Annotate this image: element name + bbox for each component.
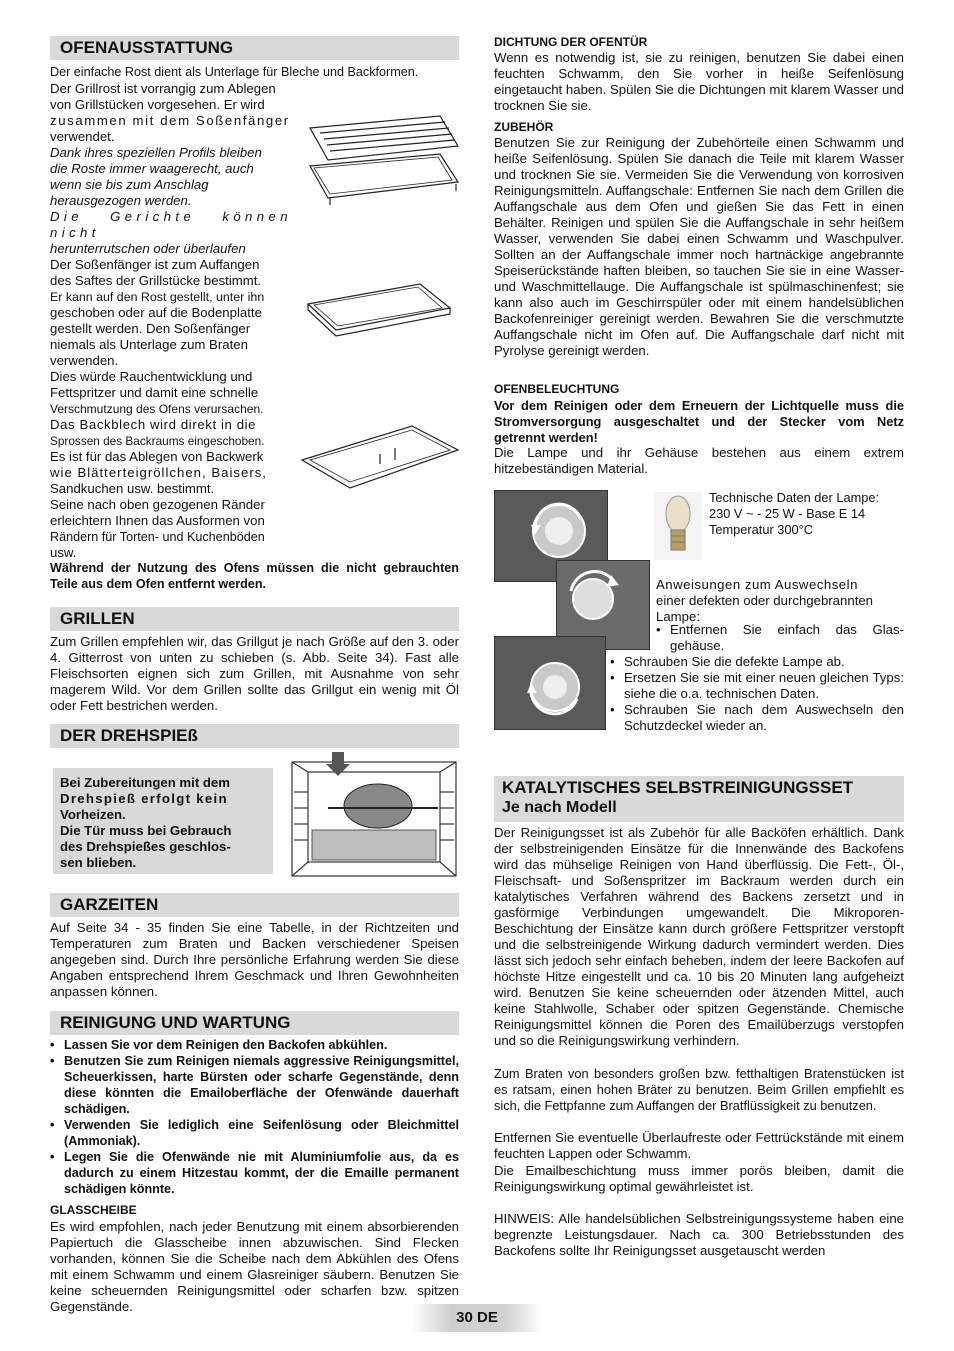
line: Rändern für Torten- und Kuchenböden [50, 530, 265, 544]
bullet-item: • Schrauben Sie nach dem Auswechseln den Schutzdeckel wieder an. [610, 702, 904, 734]
heading-katalytisch-line2: Je nach Modell [502, 799, 617, 816]
heading-dichtung: DICHTUNG DER OFENTÜR [494, 35, 648, 49]
line: verwenden. [50, 353, 119, 368]
katalytisch-text-4: Die Emailbeschichtung muss immer porös bleiben, damit die Reinigungswirkung optimal gewährleistet ist. [494, 1163, 904, 1194]
heading-zubehoer: ZUBEHÖR [494, 120, 554, 134]
beleuchtung-text: Die Lampe und ihr Gehäuse bestehen aus einem extrem hitzebeständigen Material. [494, 445, 904, 476]
line: sen blieben. [60, 855, 137, 870]
anweisung-list [610, 622, 904, 734]
lamp-bulb-image [654, 492, 702, 560]
zubehoer-text: Benutzen Sie zur Reinigung der Zubehörteile einen Schwamm und heiße Seifenlösung. Spülen Sie danach die Teile mit klarem Wasser und trocknen Sie sie. Vermeiden Sie die Verwendung von korrosiven Reinigungsmitteln. Auffangschale: Entfernen Sie nach dem Grillen die Auffangschale aus dem Ofen und gießen Sie das Fett in einen Behälter. Reinigen und spülen Sie die Auffangschale in sehr heißem Wasser, verwenden Sie dabei einen Schwamm und Waschpulver. Sollten an der Auffangschale immer noch hartnäckige angebrannte Speiserückstände haften bleiben, so tauchen Sie sie in eine Wasser- und Waschmittellauge. Die Auffangschale ist spülmaschinenfest; sie kann also auch im Geschirrspüler oder mit einem handelsüblichen Backofenreiniger gereinigt werden. Bewahren Sie die verschmutzte Auffangschale nicht im Ofen auf. Die Auffangschale darf nicht mit Pyrolyse gereinigt werden. [494, 135, 904, 358]
drehspiess-note [60, 775, 263, 871]
line: Der Soßenfänger ist zum Auffangen [50, 257, 260, 272]
line: Sandkuchen usw. bestimmt. [50, 481, 215, 496]
anweisung-intro [656, 577, 904, 625]
lamp-specs [709, 490, 909, 538]
line: geschoben oder auf die Bodenplatte [50, 305, 262, 320]
heading-ofenausstattung: OFENAUSSTATTUNG [50, 36, 459, 60]
italic-line: Dank ihres speziellen Profils bleiben [50, 145, 262, 160]
italic-line: Die Gerichte können nicht [50, 209, 292, 240]
line: erleichtern Ihnen das Ausformen von [50, 513, 265, 528]
line: Anweisungen zum Auswechseln [656, 577, 858, 592]
line: usw. [50, 545, 77, 560]
glas-text: Es wird empfohlen, nach jeder Benutzung mit einem absorbierenden Papiertuch die Glasscheibe innen abzuwischen. Sind Flecken vorhanden, können Sie die Scheibe nach dem Abkühlen des Ofens mit einem Schwamm und einem Glasreiniger säubern. Benutzen Sie keine scheuernden Reinigungsmittel oder scharfen bzw. spitzen Gegenstände. [50, 1219, 459, 1314]
katalytisch-text-2: Zum Braten von besonders großen bzw. fetthaltigen Bratenstücken ist es ratsam, einen hohen Bräter zu benutzen. Beim Grillen empfiehlt es sich, die Fettpfanne zum Auffangen der Bratflüssigkeit zu benutzen. [494, 1066, 904, 1113]
italic-line: herausgezogen werden. [50, 193, 192, 208]
line: Verschmutzung des Ofens verursachen. [50, 402, 264, 416]
accessories-illustration [300, 108, 462, 488]
heading-katalytisch [494, 776, 904, 822]
italic-line: die Roste immer waagerecht, auch [50, 161, 254, 176]
line: zusammen mit dem Soßenfänger [50, 113, 290, 128]
heading-grillen: GRILLEN [50, 607, 459, 631]
line: Seine nach oben gezogenen Ränder [50, 497, 265, 512]
rotisserie-illustration [288, 752, 460, 880]
line: verwendet. [50, 129, 115, 144]
line: Vorheizen. [60, 807, 126, 822]
line: Der Grillrost ist vorrangig zum Ablegen [50, 81, 276, 96]
lamp-photo-3 [494, 636, 606, 730]
line: Drehspieß erfolgt kein [60, 791, 228, 806]
bullet-item: • Legen Sie die Ofenwände nie mit Aluminiumfolie aus, da es dadurch zu einem Hitzestau kommt, der die Emaille permanent schädigen könnte. [50, 1149, 459, 1197]
heading-drehspiess: DER DREHSPIEß [50, 724, 459, 748]
line: Lampe: [656, 609, 700, 624]
line: wie Blätterteigröllchen, Baisers, [50, 465, 267, 480]
heading-glasscheibe: GLASSCHEIBE [50, 1203, 137, 1217]
line: Bei Zubereitungen mit dem [60, 775, 230, 790]
line: von Grillstücken vorgesehen. Er wird [50, 97, 265, 112]
spec-line: Temperatur 300°C [709, 522, 813, 537]
baking-tray-drawing [302, 426, 458, 488]
spec-line: 230 V ~ - 25 W - Base E 14 [709, 506, 866, 521]
line: gestellt werden. Den Soßenfänger [50, 321, 251, 336]
ofen-intro: Der einfache Rost dient als Unterlage für Bleche und Backformen. [50, 65, 419, 79]
line: Das Backblech wird direkt in die [50, 417, 257, 432]
line: Sprossen des Backraums eingeschoben. [50, 434, 265, 448]
heading-ofenbeleuchtung: OFENBELEUCHTUNG [494, 382, 620, 396]
bullet-item: • Lassen Sie vor dem Reinigen den Backofen abkühlen. [50, 1037, 459, 1053]
bullet-item: • Schrauben Sie die defekte Lampe ab. [610, 654, 904, 670]
dichtung-text: Wenn es notwendig ist, sie zu reinigen, benutzen Sie dabei einen feuchten Schwamm, den Sie vorher in heiße Seifenlösung eingetaucht haben. Spülen Sie die Dichtungen mit klarem Wasser und trocknen Sie sie. [494, 50, 904, 113]
line: Es ist für das Ablegen von Backwerk [50, 449, 264, 464]
bullet-item: • Benutzen Sie zum Reinigen niemals aggressive Reinigungsmittel, Scheuerkissen, harte Bürsten oder scharfe Gegenstände, denn diese könnten die Emailoberfläche der Ofenwände dauerhaft schädigen. [50, 1053, 459, 1117]
heading-reinigung: REINIGUNG UND WARTUNG [50, 1011, 459, 1035]
grillen-text: Zum Grillen empfehlen wir, das Grillgut je nach Größe auf den 3. oder 4. Gitterrost von unten zu schieben (s. Abb. Seite 34). Fast alle Fleischsorten eignen sich zum Grillen, mit Ausnahme von sehr magerem Wild. Vor dem Grillen sollte das Grillgut ein wenig mit Öl oder Fett bestrichen werden. [50, 634, 459, 713]
line: Fettspritzer und damit eine schnelle [50, 385, 259, 400]
line: niemals als Unterlage zum Braten [50, 337, 248, 352]
spec-line: Technische Daten der Lampe: [709, 490, 880, 505]
katalytisch-text-3: Entfernen Sie eventuelle Überlaufreste oder Fettrückstände mit einem feuchten Lappen oder Schwamm. [494, 1130, 904, 1161]
bullet-item: • Entfernen Sie einfach das Glas-gehäuse. [656, 622, 904, 654]
rotate-arrow-icon [495, 637, 607, 731]
italic-line: wenn sie bis zum Anschlag [50, 177, 209, 192]
heading-garzeiten: GARZEITEN [50, 893, 459, 917]
line: des Saftes der Grillstücke bestimmt. [50, 273, 262, 288]
katalytisch-text-5: HINWEIS: Alle handelsüblichen Selbstreinigungssysteme haben eine begrenzte Leistungsdauer. Nach ca. 300 Betriebsstunden des Backofens sollte Ihr Reinigungsset ausgetauscht werden [494, 1211, 904, 1258]
line: Die Tür muss bei Gebrauch [60, 823, 232, 838]
reinigung-list [50, 1037, 459, 1197]
line: einer defekten oder durchgebrannten [656, 593, 874, 608]
ofen-bold-note: Während der Nutzung des Ofens müssen die nicht gebrauchten Teile aus dem Ofen entfernt werden. [50, 561, 459, 591]
garzeiten-text: Auf Seite 34 - 35 finden Sie eine Tabelle, in der Richtzeiten und Temperaturen zum Braten und Backen verschiedener Speisen angegeben sind. Durch Ihre persönliche Erfahrung werden Sie diese Angaben entsprechend Ihrem Geschmack und Ihren Gewohnheiten anpassen können. [50, 920, 459, 999]
wire-rack-drawing [310, 116, 458, 205]
heading-katalytisch-line1: KATALYTISCHES SELBSTREINIGUNGSSET [502, 778, 854, 797]
beleuchtung-warning: Vor dem Reinigen oder dem Erneuern der Lichtquelle muss die Stromversorgung ausgeschaltet und der Stecker vom Netz getrennt werden! [494, 398, 904, 445]
page-number: 30 DE [456, 1309, 498, 1326]
katalytisch-text: Der Reinigungsset ist als Zubehör für alle Backöfen erhältlich. Dank der selbstreinigenden Einsätze für die Innenwände des Backofens wird das mühselige Reinigen von Hand überflüssig. Die Fett-, Öl-, Fleischsaft- und Soßenspritzer im Backraum werden durch ein katalytisches Verfahren während des Backens zersetzt und in gasförmige Verbindungen umgewandelt. Die Mikroporen-Beschichtung der Einsätze kann durch größere Fettspritzer verstopft und die selbstreinigende Wirkung dadurch vermindert werden. Dies lässt sich jedoch sehr einfach beheben, indem der leere Backofen auf höchste Hitze eingestellt und ca. 10 bis 20 Minuten lang aufgeheizt wird. Benutzen Sie keine scheuernden oder ätzenden Mittel, auch keine Stahlwolle, Schaber oder spitzen Gegenstände. Chemische Reinigungsmittel können die Poren des Emailüberzugs verstopfen und so die Reinigungswirkung verhindern. [494, 825, 904, 1048]
bullet-item: • Ersetzen Sie sie mit einer neuen gleichen Typs: siehe die o.a. technischen Daten. [610, 670, 904, 702]
drip-pan-drawing [308, 284, 450, 336]
line: des Drehspießes geschlos- [60, 839, 231, 854]
italic-line: herunterrutschen oder überlaufen [50, 241, 246, 256]
ofen-lines [50, 81, 292, 561]
bullet-item: • Verwenden Sie lediglich eine Seifenlösung oder Bleichmittel (Ammoniak). [50, 1117, 459, 1149]
line: Dies würde Rauchentwicklung und [50, 369, 253, 384]
line: Er kann auf den Rost gestellt, unter ihn [50, 290, 265, 304]
